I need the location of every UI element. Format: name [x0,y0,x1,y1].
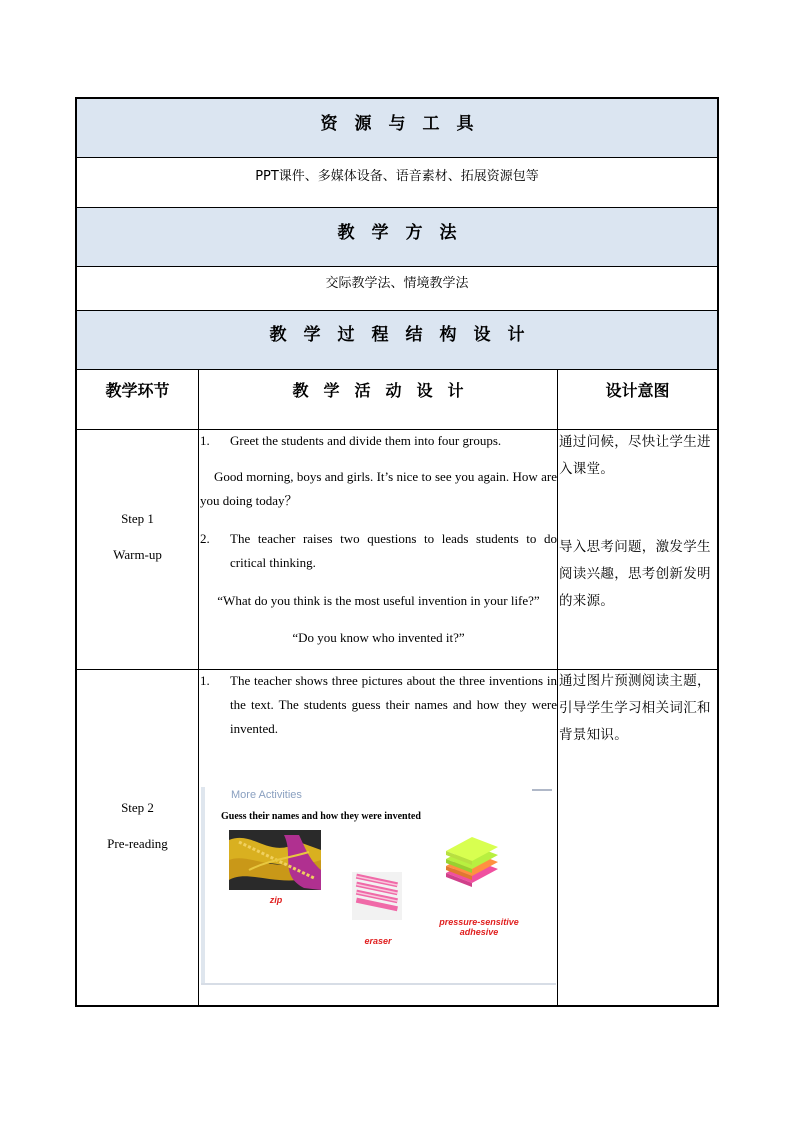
slide-subtitle: Guess their names and how they were invented [221,811,421,822]
activity-column-header-text: 教学活动设计 [292,381,479,400]
step1-quote2: “Do you know who invented it?” [292,630,465,645]
step2-activity [200,669,557,741]
eraser-picture [352,872,402,920]
methods-header [77,208,717,266]
step2-item1-text: The teacher shows three pictures about the three inventions in the text. The students guess their names and how they were invented. [230,673,557,736]
step1-intent2: 导入思考问题，激发学生阅读兴趣，思考创新发明的来源。 [559,539,711,609]
step1-quote1: “What do you think is the most useful invention in your life?” [217,593,540,608]
resources-content: PPT课件、多媒体设备、语音素材、拓展资源包等 [255,169,539,184]
step1-stage [77,511,198,583]
inventions-slide-image [201,787,556,985]
slide-label-zip: zip [269,895,283,905]
methods-content: 交际教学法、情境教学法 [325,276,469,291]
methods-header-text: 教学方法 [337,223,474,243]
step1-name: Warm-up [113,547,162,562]
slide-title: More Activities [231,789,302,801]
step1-item2-text: The teacher raises two questions to leads students to do critical thinking. [230,531,557,570]
intent-column-header: 设计意图 [605,381,670,400]
activity-column-header [199,378,557,408]
step1-label: Step 1 [121,511,154,526]
step1-intent1: 通过问候，尽快让学生进入课堂。 [559,434,711,477]
step2-item1 [200,669,557,741]
zip-picture [229,830,321,890]
step1-item2 [200,527,557,575]
step1-activity [200,429,557,650]
slide-label-eraser: eraser [364,936,392,946]
step1-item1-text: Greet the students and divide them into four groups. [230,433,502,448]
step1-item2-number: 2. [200,531,210,546]
resources-header-text: 资源与工具 [320,114,491,134]
resources-header [77,99,717,157]
lesson-plan-table [75,97,719,1007]
process-header-text: 教学过程结构设计 [269,325,542,345]
step2-label: Step 2 [121,800,154,815]
step2-intent: 通过图片预测阅读主题，引导学生学习相关词汇和背景知识。 [559,673,711,743]
step2-name: Pre-reading [107,836,168,851]
step2-stage [77,800,198,872]
step1-greeting: Good morning, boys and girls. It’s nice to see you again. How are you doing today？ [200,469,557,508]
step2-item1-number: 1. [200,673,210,688]
process-header [77,311,717,369]
step1-item1-number: 1. [200,433,210,448]
step1-item1 [200,429,557,453]
slide-label-adhesive: pressure-sensitive adhesive [439,917,519,937]
stage-column-header: 教学环节 [105,381,170,400]
sticky-notes-picture [442,837,500,889]
